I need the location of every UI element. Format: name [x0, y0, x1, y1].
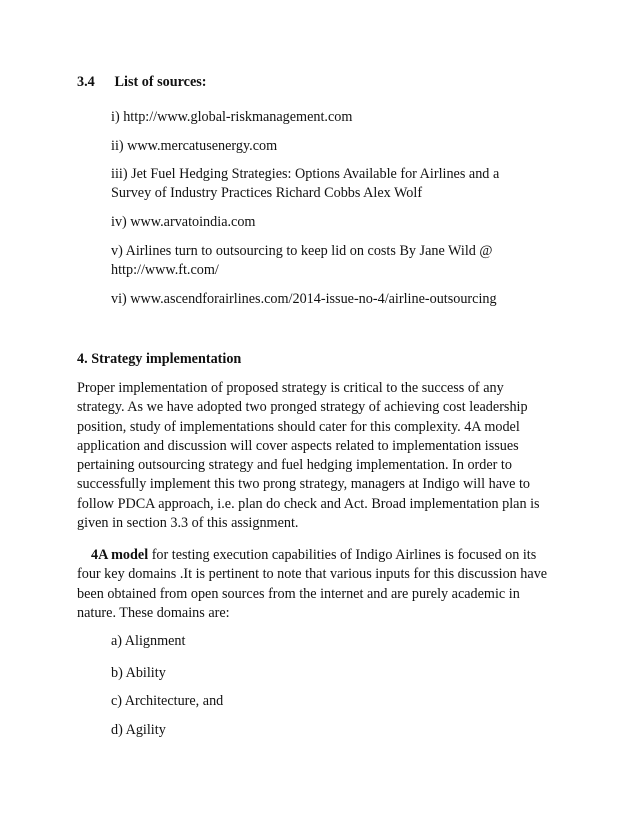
source-item: vi) www.ascendforairlines.com/2014-issue-no-4/airline-outsourcing [111, 291, 497, 307]
section-3-4-title: List of sources: [114, 74, 207, 90]
domain-item: c) Architecture, and [111, 693, 224, 709]
section-4-heading: 4. Strategy implementation [77, 351, 242, 367]
source-item: iv) www.arvatoindia.com [111, 214, 256, 230]
source-item: ii) www.mercatusenergy.com [111, 138, 278, 154]
4a-model-term: 4A model [91, 547, 149, 563]
domain-item: a) Alignment [111, 633, 186, 649]
paragraph-2: 4A model for testing execution capabilities of Indigo Airlines is focused on its four key domains .It is pertinent to note that various inputs for this discussion have been obtained from open sources from the internet and are purely academic in nature. These domains are: [77, 547, 548, 621]
domain-item: b) Ability [111, 665, 166, 681]
domain-item: d) Agility [111, 722, 166, 738]
source-item: v) Airlines turn to outsourcing to keep lid on costs By Jane Wild @ http://www.ft.com/ [111, 243, 493, 278]
source-item: iii) Jet Fuel Hedging Strategies: Options Available for Airlines and a Survey of Industry Practices Richard Cobbs Alex Wolf [111, 166, 500, 201]
paragraph-1: Proper implementation of proposed strategy is critical to the success of any strategy. As we have adopted two pronged strategy of achieving cost leadership position, study of implementations should cater for this complexity. 4A model application and discussion will cover aspects related to implementation issues pertaining outsourcing strategy and fuel hedging implementation. In order to successfully implement this two prong strategy, managers at Indigo will have to follow PDCA approach, i.e. plan do check and Act. Broad implementation plan is given in section 3.3 of this assignment. [77, 380, 540, 532]
section-3-4-number: 3.4 [77, 74, 95, 90]
source-item: i) http://www.global-riskmanagement.com [111, 109, 353, 125]
section-3-4-heading [77, 73, 207, 92]
